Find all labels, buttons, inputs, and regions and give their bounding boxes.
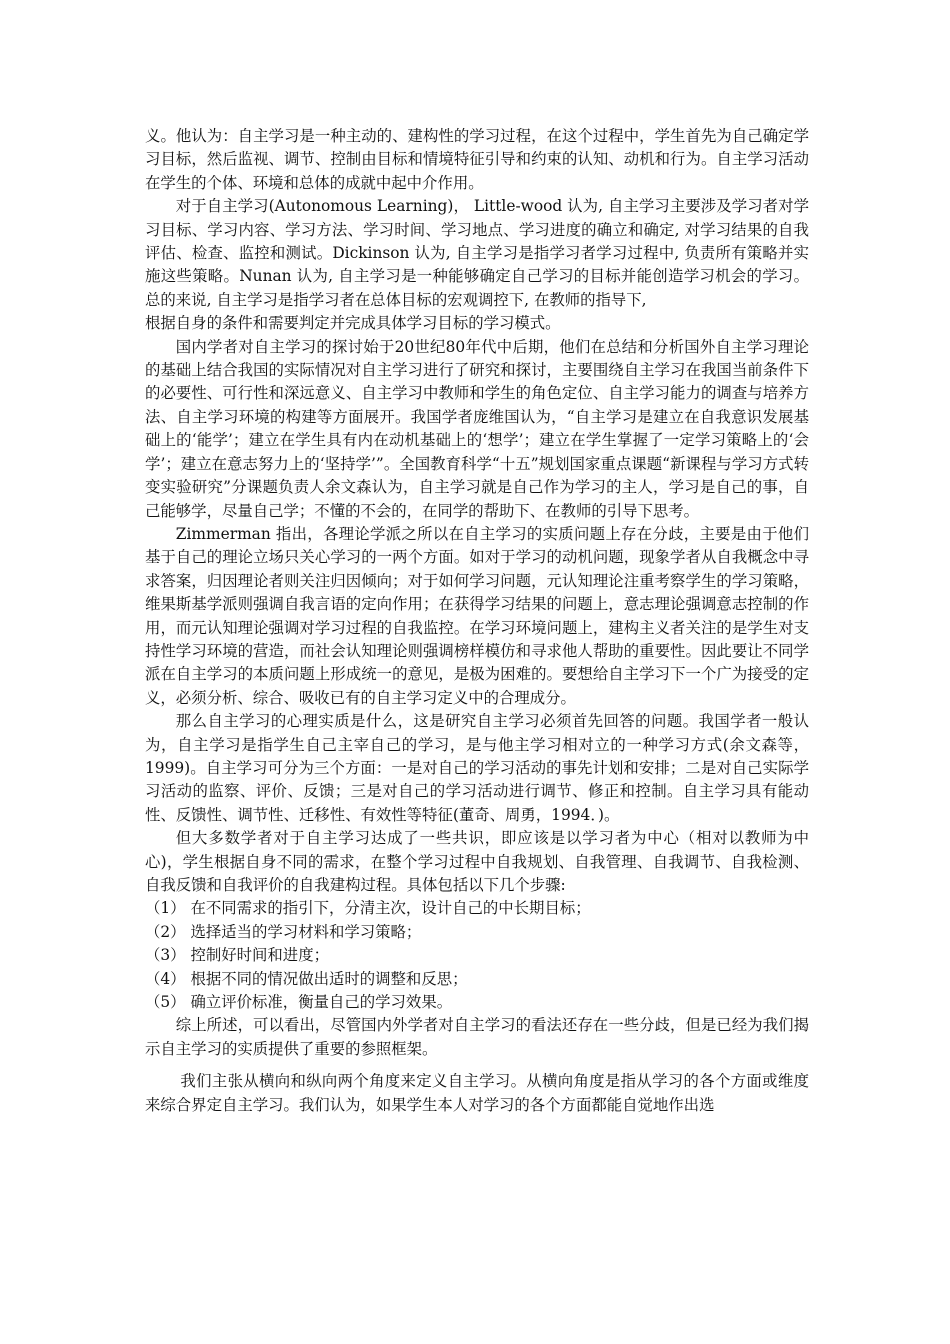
- list-item: （4） 根据不同的情况做出适时的调整和反思；: [145, 969, 468, 988]
- paragraph-conclusion: 综上所述，可以看出，尽管国内外学者对自主学习的看法还存在一些分歧，但是已经为我们揭示自主学习的实质提供了重要的参照框架。: [145, 1016, 809, 1058]
- paragraph-zimmerman: Zimmerman 指出，各理论学派之所以在自主学习的实质问题上存在分歧，主要是由于他们基于自己的理论立场只关心学习的一两个方面。如对于学习的动机问题，现象学者从自我概念中寻求答案，归因理论者则关注归因倾向；对于如何学习问题，元认知理论注重考察学生的学习策略，维果斯基学派则强调自我言语的定向作用；在获得学习结果的问题上，意志理论强调意志控制的作用，而元认知理论强调对学习过程的自我监控。在学习环境问题上，建构主义者关注的是学生对支持性学习环境的营造，而社会认知理论则强调榜样模仿和寻求他人帮助的重要性。因此要让不同学派在自主学习的本质问题上形成统一的意见，是极为困难的。要想给自主学习下一个广为接受的定义，必须分析、综合、吸收已有的自主学习定义中的合理成分。: [145, 524, 809, 707]
- paragraph-psychological-essence: 那么自主学习的心理实质是什么，这是研究自主学习必须首先回答的问题。我国学者一般认为，自主学习是指学生自己主宰自己的学习，是与他主学习相对立的一种学习方式(余文森等，1999)。自主学习可分为三个方面：一是对自己的学习活动的事先计划和安排；二是对自己实际学习活动的监察、评价、反馈；三是对自己的学习活动进行调节、修正和控制。自主学习具有能动性、反馈性、调节性、迁移性、有效性等特征(董奇、周勇，1994．)。: [145, 712, 809, 824]
- list-item: （1） 在不同需求的指引下，分清主次，设计自己的中长期目标；: [145, 899, 591, 918]
- paragraph-autonomous-learning-definitions: 对于自主学习(Autonomous Learning)， Little-wood 认为, 自主学习主要涉及学习者对学习目标、学习内容、学习方法、学习时间、学习地点、学习进度的确立和确定, 对学习结果的自我评估、检查、监控和测试。Dickinson 认为, 自主学习是指学习者学习过程中, 负责所有策略并实施这些策略。Nunan 认为, 自主学习是一种能够确定自己学习的目标并能创造学习机会的学习。总的来说, 自主学习是指学习者在总体目标的宏观调控下, 在教师的指导下,: [145, 197, 809, 309]
- paragraph-autonomous-learning-summary: 根据自身的条件和需要判定并完成具体学习目标的学习模式。: [145, 314, 561, 333]
- list-item: （3） 控制好时间和进度；: [145, 946, 329, 965]
- paragraph-consensus: 但大多数学者对于自主学习达成了一些共识，即应该是以学习者为中心（相对以教师为中心)，学生根据自身不同的需求，在整个学习过程中自我规划、自我管理、自我调节、自我检测、自我反馈和自我评价的自我建构过程。具体包括以下几个步骤:: [145, 829, 809, 894]
- steps-list: [145, 897, 809, 1014]
- paragraph-domestic-research: 国内学者对自主学习的探讨始于20世纪80年代中后期，他们在总结和分析国外自主学习理论的基础上结合我国的实际情况对自主学习进行了研究和探讨，主要围绕自主学习在我国当前条件下的必要性、可行性和深远意义、自主学习中教师和学生的角色定位、自主学习能力的调查与培养方法、自主学习环境的构建等方面展开。我国学者庞维国认为，“自主学习是建立在自我意识发展基础上的‘能学’；建立在学生具有内在动机基础上的‘想学’；建立在学生掌握了一定学习策略上的‘会学’；建立在意志努力上的‘坚持学’”。全国教育科学“十五”规划国家重点课题“新课程与学习方式转变实验研究”分课题负责人余文森认为，自主学习就是自己作为学习的主人，学习是自己的事，自己能够学，尽量自己学；不懂的不会的，在同学的帮助下、在教师的引导下思考。: [145, 337, 809, 520]
- list-item: （2） 选择适当的学习材料和学习策略；: [145, 922, 422, 941]
- paragraph-horizontal-vertical: 我们主张从横向和纵向两个角度来定义自主学习。从横向角度是指从学习的各个方面或维度来综合界定自主学习。我们认为，如果学生本人对学习的各个方面都能自觉地作出选: [145, 1072, 809, 1114]
- document-body: [145, 125, 809, 1117]
- paragraph-continuation: 义。他认为：自主学习是一种主动的、建构性的学习过程，在这个过程中，学生首先为自己确定学习目标，然后监视、调节、控制由目标和情境特征引导和约束的认知、动机和行为。自主学习活动在学生的个体、环境和总体的成就中起中介作用。: [145, 127, 809, 192]
- list-item: （5） 确立评价标准，衡量自己的学习效果。: [145, 993, 453, 1012]
